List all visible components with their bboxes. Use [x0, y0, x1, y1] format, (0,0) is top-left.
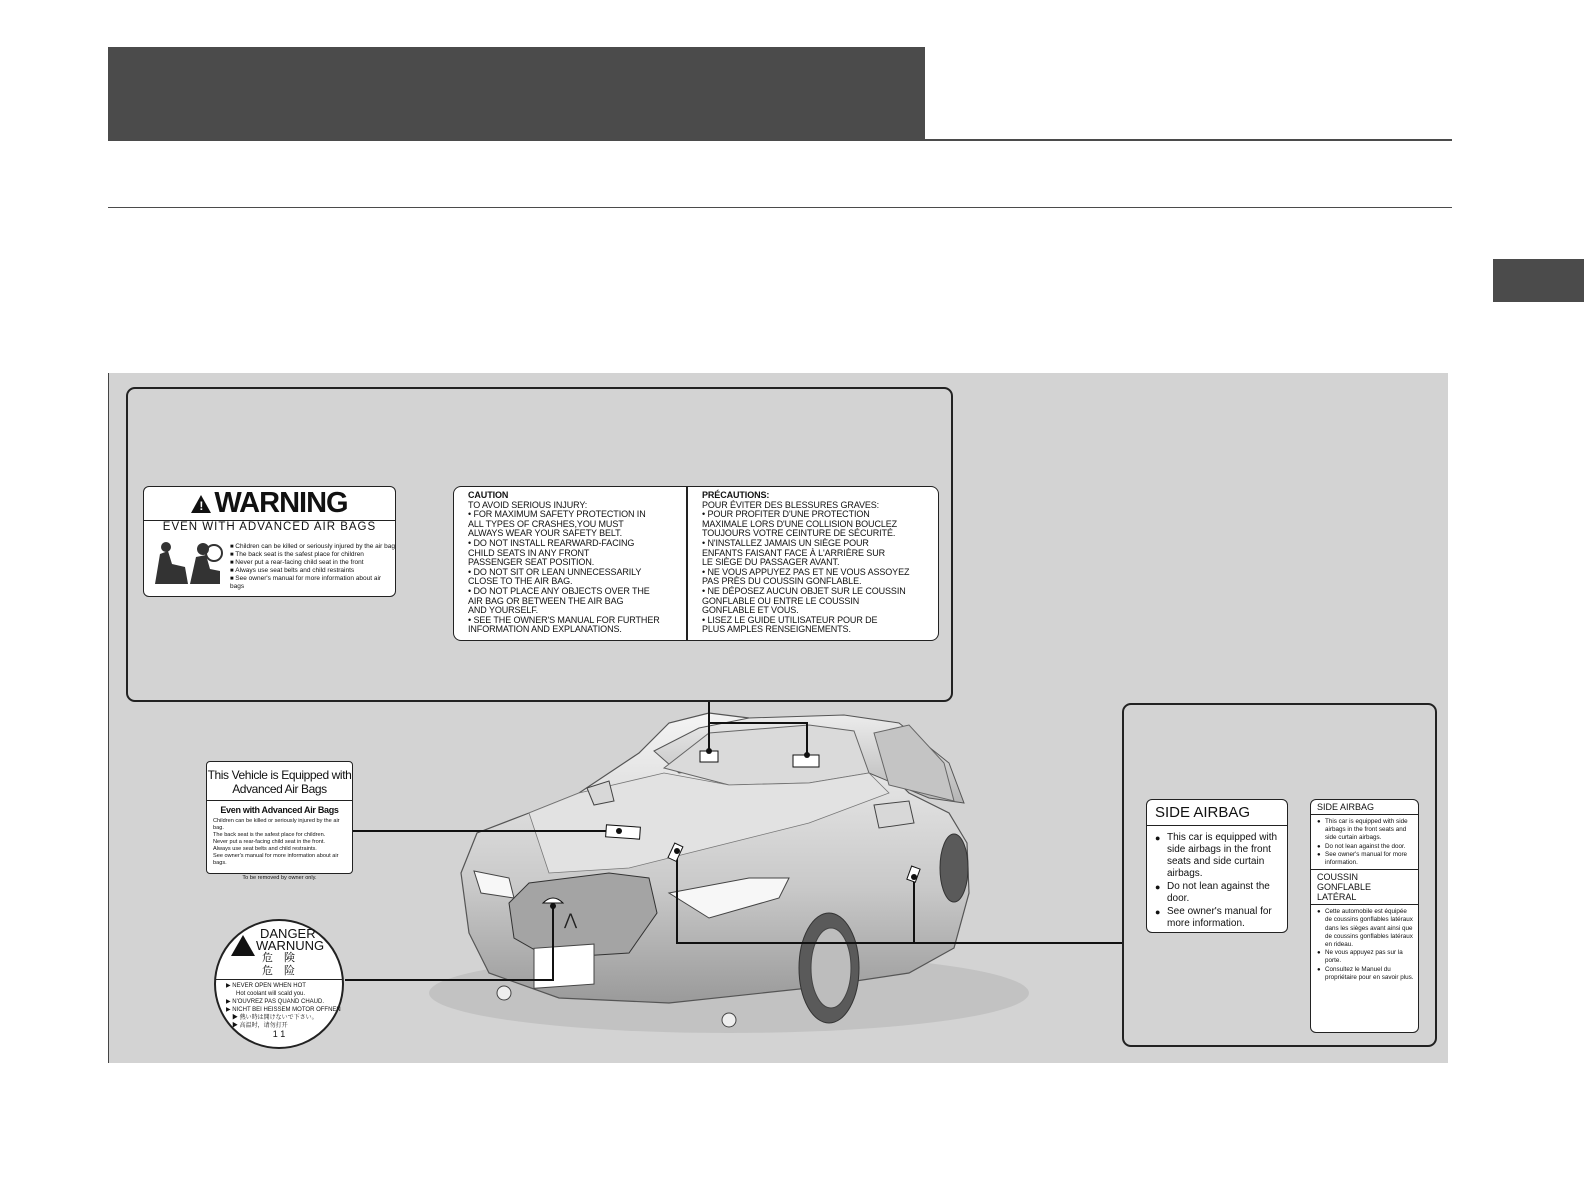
radiator-cap-danger-label [214, 919, 344, 1049]
precautions-line: POUR ÉVITER DES BLESSURES GRAVES: [702, 499, 880, 510]
precautions-line: PAS PRÈS DU COUSSIN GONFLABLE. [702, 576, 862, 587]
airbag-sticker-body [207, 815, 352, 870]
precautions-line: LE SIÈGE DU PASSAGER AVANT. [702, 557, 840, 568]
side-airbag-list [1147, 826, 1287, 930]
precautions-line: • N'INSTALLEZ JAMAIS UN SIÈGE POUR [702, 537, 869, 548]
warning-list [230, 543, 395, 591]
child-seat-pictogram-icon [150, 539, 224, 589]
caution-french [702, 491, 909, 635]
caution-line: CHILD SEATS IN ANY FRONT [468, 547, 590, 558]
airbag-sticker-subtitle: Even with Advanced Air Bags [220, 805, 339, 815]
airbag-sticker-line: Always use seat belts and child restraints. [213, 846, 317, 852]
danger-line: ▶ NICHT BEI HEISSEM MOTOR OFFNEN [226, 1007, 341, 1013]
warning-item: ■ Never put a rear-facing child seat in the front [230, 559, 395, 567]
side-airbag-title: SIDE AIRBAG [1147, 800, 1287, 826]
caution-line: AND YOURSELF. [468, 605, 539, 616]
fog-light-left [497, 986, 511, 1000]
coussin-gonflable-item: ● Cette automobile est équipée de coussins gonflables latéraux dans les sièges avant ainsi que de coussins gonflables latéraux en rideau. [1317, 908, 1414, 949]
coussin-gonflable-item: ● Consultez le Manuel du propriétaire pour en savoir plus. [1317, 966, 1414, 982]
precautions-line: GONFLABLE OU ENTRE LE COUSSIN [702, 595, 860, 606]
side-airbag-bilingual-list-fr [1311, 905, 1418, 984]
chapter-header-bar [108, 47, 925, 140]
warning-title: WARNING [214, 487, 348, 519]
warning-item: ■ The back seat is the safest place for children [230, 551, 395, 559]
warnung-title: WARNUNG [256, 938, 325, 953]
danger-line: ▶ NEVER OPEN WHEN HOT [226, 983, 306, 989]
rear-wheel [940, 834, 968, 902]
side-airbag-labels-panel [1122, 703, 1437, 1047]
caution-line: PASSENGER SEAT POSITION. [468, 557, 595, 568]
danger-header [216, 921, 342, 979]
caution-label [453, 486, 939, 641]
warning-item: ■ See owner's manual for more information about air bags [230, 575, 395, 591]
precautions-line: • NE VOUS APPUYEZ PAS ET NE VOUS ASSOYEZ [702, 566, 910, 577]
caution-line: TO AVOID SERIOUS INJURY: [468, 499, 588, 510]
caution-line: INFORMATION AND EXPLANATIONS. [468, 624, 622, 635]
caution-divider [686, 487, 688, 640]
side-airbag-item: ● This car is equipped with side airbags in the front seats and side curtain airbags. [1155, 832, 1281, 880]
precautions-line: • NE DÉPOSEZ AUCUN OBJET SUR LE COUSSIN [702, 585, 906, 596]
caution-english [468, 491, 660, 635]
warning-subtitle: EVEN WITH ADVANCED AIR BAGS [162, 521, 377, 533]
caution-line: • DO NOT INSTALL REARWARD-FACING [468, 537, 635, 548]
license-plate [534, 944, 594, 988]
caution-line: CLOSE TO THE AIR BAG. [468, 576, 573, 587]
airbag-sticker-line: Children can be killed or seriously injured by the air bag. [213, 818, 340, 831]
coussin-gonflable-item: ● Ne vous appuyez pas sur la porte. [1317, 949, 1414, 965]
precautions-line: • POUR PROFITER D'UNE PROTECTION [702, 509, 870, 520]
warning-label [143, 486, 396, 597]
side-airbag-bilingual-label [1310, 799, 1419, 1033]
precautions-heading: PRÉCAUTIONS: [702, 490, 770, 500]
caution-line: ALL TYPES OF CRASHES,YOU MUST [468, 518, 624, 529]
fog-light-right [722, 1013, 736, 1027]
danger-line: ▶ 高温时，请勿打开 [232, 1023, 288, 1029]
caution-line: AIR BAG OR BETWEEN THE AIR BAG [468, 595, 624, 606]
precautions-line: • LISEZ LE GUIDE UTILISATEUR POUR DE [702, 614, 878, 625]
side-airbag-bilingual-list-en [1311, 815, 1418, 869]
caution-line: • FOR MAXIMUM SAFETY PROTECTION IN [468, 509, 646, 520]
side-airbag-item: ● See owner's manual for more information. [1155, 906, 1281, 930]
warning-item: ■ Children can be killed or seriously injured by the air bag [230, 543, 395, 551]
chapter-tab [1493, 259, 1584, 302]
advanced-airbag-sticker [206, 761, 353, 881]
front-rim [811, 928, 851, 1008]
danger-kanji-2: 危 险 [262, 965, 295, 977]
precautions-line: ENFANTS FAISANT FACE À L'ARRIÈRE SUR [702, 547, 885, 558]
side-airbag-label [1146, 799, 1288, 933]
airbag-sticker-footer: To be removed by owner only. [242, 875, 317, 881]
caution-line: • SEE THE OWNER'S MANUAL FOR FURTHER [468, 614, 660, 625]
danger-title: DANGER [260, 926, 316, 941]
side-airbag-bilingual-item: ● See owner's manual for more information. [1317, 851, 1414, 867]
danger-kanji: 危 険 [262, 952, 295, 964]
precautions-line: PLUS AMPLES RENSEIGNEMENTS. [702, 624, 851, 635]
car-emblem: ⋀ [564, 912, 578, 929]
precautions-line: GONFLABLE ET VOUS. [702, 605, 799, 616]
danger-footer: 1 1 [272, 1029, 286, 1039]
header-rule [108, 139, 1452, 141]
caution-line: • DO NOT SIT OR LEAN UNNECESSARILY [468, 566, 642, 577]
danger-line: Hot coolant will scald you. [236, 991, 306, 997]
airbag-sticker-line: Never put a rear-facing child seat in the front. [213, 839, 325, 845]
side-airbag-bilingual-item: ● This car is equipped with side airbags in the front seats and side curtain airbags. [1317, 818, 1414, 843]
hood-label-marker [606, 825, 641, 839]
precautions-line: TOUJOURS VOTRE CEINTURE DE SÉCURITÉ. [702, 528, 896, 539]
caution-line: ALWAYS WEAR YOUR SAFETY BELT. [468, 528, 622, 539]
side-airbag-bilingual-item: ● Do not lean against the door. [1317, 843, 1414, 851]
danger-body [216, 979, 342, 1038]
section-rule [108, 207, 1452, 208]
airbag-sticker-title-line: Advanced Air Bags [232, 782, 327, 796]
mirror-right [874, 801, 914, 828]
warning-label-header [144, 487, 395, 521]
danger-triangle-icon [231, 935, 255, 956]
danger-line: ▶ N'OUVREZ PAS QUAND CHAUD. [226, 999, 324, 1005]
label-locations-figure [108, 373, 1448, 1063]
caution-heading: CAUTION [468, 490, 509, 500]
warning-triangle-icon: ! [191, 495, 211, 513]
coussin-gonflable-title: COUSSIN GONFLABLE LATÉRAL [1311, 869, 1418, 905]
side-airbag-item: ● Do not lean against the door. [1155, 881, 1281, 905]
precautions-line: MAXIMALE LORS D'UNE COLLISION BOUCLEZ [702, 518, 898, 529]
sun-visor-labels-panel [126, 387, 953, 702]
warning-item: ■ Always use seat belts and child restraints [230, 567, 395, 575]
side-airbag-bilingual-title: SIDE AIRBAG [1311, 800, 1418, 815]
danger-line: ▶ 熱い時は開けないで下さい。 [232, 1015, 318, 1021]
airbag-sticker-line: The back seat is the safest place for children. [213, 832, 326, 838]
airbag-sticker-title-line: This Vehicle is Equipped with [207, 768, 352, 782]
airbag-sticker-title [207, 762, 352, 801]
airbag-sticker-line: See owner's manual for more information about air bags. [213, 853, 339, 866]
caution-line: • DO NOT PLACE ANY OBJECTS OVER THE [468, 585, 650, 596]
